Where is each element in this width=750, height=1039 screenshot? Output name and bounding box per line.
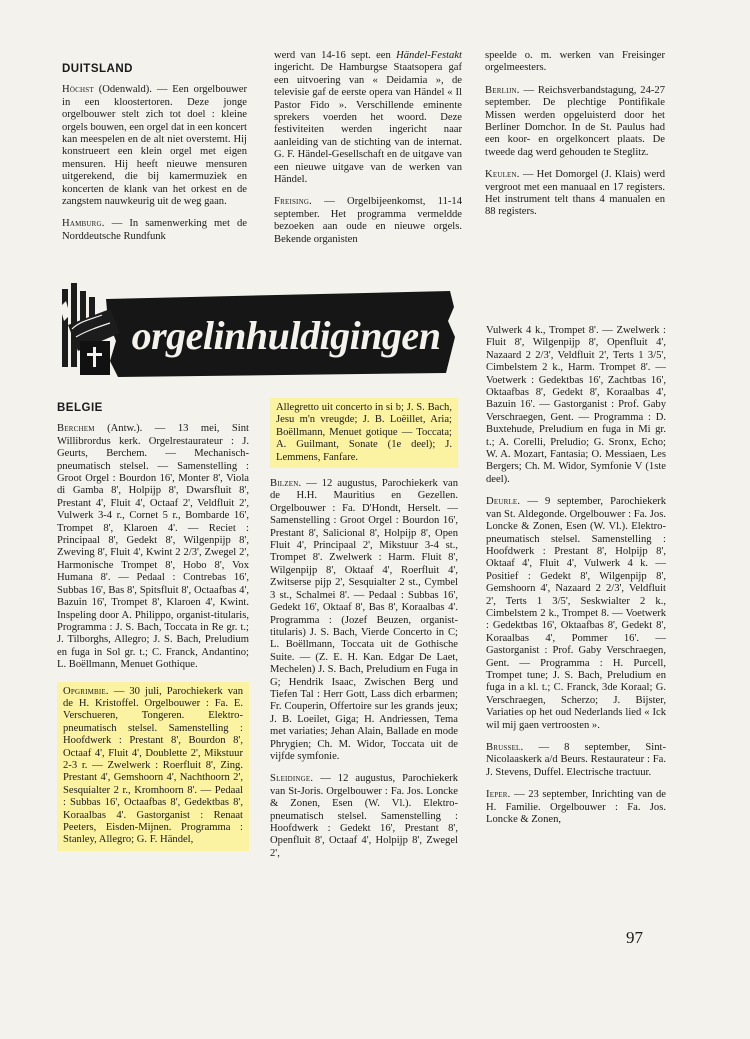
place-name: Deurle. bbox=[486, 496, 521, 508]
place-name: Brussel. bbox=[486, 742, 524, 753]
article-sleidinge-continued: Vulwerk 4 k., Trompet 8'. — Zwelwerk : Fluit 8', Wilgenpijp 8', Openfluit 4', Nazaard 2 2/3', Veldfluit 2', Terts 1 3/5', Cimbelstem 2 k., Harm. Trompet 8'. — Voetwerk : Gedektbas 16', Zachtbas 16', Oktaafbas 8', Gedekt 8', Koraalbas 4', Bazuin 16'. — Gastorganist : Prof. Gaby Verschraegen, Gent. — Programma : D. Buxtehude, Preludium en fuga in Mi gr. t.; A. Corelli, Preludio; G. Sronx, Echo; W. A. Mozart, Fantasia; O. Messiaen, Les Bergers; Ch. M. Widor, Symfonie V (1ste deel). bbox=[486, 325, 666, 485]
article-text: (Odenwald). — Een orgelbouwer in een kloostertoren. Deze jonge orgelbouwer stelt zich tot doel : kleine orgels bouwen, een orgel dat in een koncert kan meespelen en de alt niet overstemt. Hij konstrueert een klein orgel met eigen mensuren. Hij heeft nieuwe mensuren uitgerekend, die bij kamermuziek en koncerten de klank van het orkest en de zangstem nauwkeurig uit de weg gaan. bbox=[62, 84, 247, 208]
place-name: Freising. bbox=[274, 196, 312, 208]
article-berlijn bbox=[485, 85, 665, 159]
page-number: 97 bbox=[626, 928, 643, 947]
bottom-column-3 bbox=[486, 325, 666, 836]
article-hamburg-continued bbox=[274, 50, 462, 186]
bottom-column-1 bbox=[57, 402, 249, 861]
article-text: — 12 augustus, Parochiekerk van de H.H. Mauritius en Gezellen. Orgelbouwer : Fa. D'Hondt, Herselt. — Samenstelling : Groot Orgel : Bourdon 16', Prestant 8', Salicional 8', Holpijp 8', Open Fluit 4', Principaal 2', Mikstuur 3-4 st., Trompet 8'. Zwelwerk : Harm. Fluit 8', Wilgenpijp 8', Oktaaf 4', Roerfluit 4', Zwitserse pijp 2', Sesquialter 2 st., Cymbel 3 st., Schalmei 8'. — Pedaal : Subbas 16', Gedekt 16', Oktaaf 8', Bas 8', Koraalbas 4'. Programma : (Jozef Beuzen, organist-titularis) J. S. Bach, Vierde Concerto in C; L. Boëllmann, Toccata uit de Gothische Suite. — (Z. E. H. Kan. Edgar De Laet, Mechelen) J. S. Bach, Preludium en Fuga in G; Hendrik Isaac, Zwischen Berg und Tiefen Tal : Herr Gott, Lass dich erbarmen; Fr. Couperin, Offertoire sur les grands jeux; J. B. Loeilet, Giga; H. Andriessen, Tema met variaties; Jehan Alain, Ballade en mode Phrygien; Ch. M. Widor, Toccata uit de vijfde symfonie. bbox=[270, 478, 458, 762]
place-name: Ieper. bbox=[486, 789, 511, 801]
place-name: Berchem bbox=[57, 423, 95, 435]
article-text: (Antw.). — 13 mei, Sint Willibrordus kerk. Orgelrestaurateur : J. Geurts, Berchem. — Mechanisch-pneumatisch stelsel. — Samenstelling : Groot Orgel : Bourdon 16', Monter 8', Viola di Gamba 8', Holpijp 8', Dwarsfluit 8', Prestant 4', Fluit 4', Octaaf 2', Veldfluit 2', Vulwerk 3-4 r., Cornet 5 r., Bombarde 16', Trompet 8', Klaroen 4'. — Reciet : Principaal 8', Gedekt 8', Wilgenpijp 8', Zweving 8', Fluit 4', Kwint 2 2/3', Zwegel 2', Harmonische Trompet 8', Hobo 8', Vox Humana 8'. — Pedaal : Contrebas 16', Subbas 16', Bas 8', Spitsfluit 8', Octaafbas 4', Bazuin 16', Trompet 8', Klaroen 4', Kwint. Inspeling door A. Philippo, organist-titularis, Programma : J. S. Bach, Toccata in Re gr. t.; J. Tilborghs, Allegro; J. S. Bach, Preludium en fuga in Sol gr. t.; C. Franck, Andantino; L. Boëllmann, Menuet Gothique. bbox=[57, 423, 249, 671]
banner-graphic bbox=[58, 281, 456, 381]
article-text: — 23 september, Inrichting van de H. Familie. Orgelbouwer : Fa. Jos. Loncke & Zonen, bbox=[486, 789, 666, 826]
article-hamburg bbox=[62, 218, 247, 243]
article-sleidinge bbox=[270, 773, 458, 860]
article-deurle bbox=[486, 496, 666, 732]
orgelinhuldigingen-banner bbox=[58, 281, 456, 381]
place-name: Sleidinge. bbox=[270, 773, 314, 785]
article-text: — 30 juli, Parochiekerk van de H. Kristoffel. Orgelbouwer : Fa. E. Verschueren, Tongeren. Elektro-pneumatisch stelsel. Samenstelling : Hoofdwerk : Prestant 8', Bourdon 8', Octaaf 4', Fluit 4', Doublette 2', Mikstuur 2-3 r. — Zwelwerk : Roerfluit 8', Zing. Prestant 4', Gemshoorn 4', Nachthoorn 2', Sesquialter 2 r., Kromhoorn 8'. — Pedaal : Subbas 16', Octaafbas 8', Gedektbas 8', Koraalbas 4'. Gastorganist : Renaat Peeters, Eisden-Mijnen. Programma : Stanley, Allegro; G. F. Händel, bbox=[63, 685, 243, 846]
article-brussel bbox=[486, 742, 666, 779]
top-column-1 bbox=[62, 63, 247, 253]
top-column-2 bbox=[274, 50, 462, 256]
banner-title: orgelinhuldigingen bbox=[131, 313, 441, 358]
bottom-column-2 bbox=[270, 398, 458, 870]
article-text: — 8 september, Sint-Nicolaaskerk a/d Beurs. Restaurateur : Fa. J. Stevens, Duffel. Electrische tractuur. bbox=[486, 742, 666, 778]
place-name: Höchst bbox=[62, 84, 94, 96]
top-column-3 bbox=[485, 50, 665, 229]
article-freising bbox=[274, 196, 462, 246]
article-bilzen bbox=[270, 478, 458, 763]
section-heading-belgie: BELGIE bbox=[57, 402, 103, 414]
article-text: — In samenwerking met de Norddeutsche Rundfunk bbox=[62, 218, 247, 242]
place-name: Berlijn. bbox=[485, 84, 520, 96]
article-ieper bbox=[486, 789, 666, 826]
section-heading-duitsland: DUITSLAND bbox=[62, 63, 133, 75]
article-text: — 9 september, Parochiekerk van St. Aldegonde. Orgelbouwer : Fa. Jos. Loncke & Zonen, Esen (W. Vl.). Elektro-pneumatisch stelsel. Samenstelling : Hoofdwerk : Prestant 8', Holpijp 8', Oktaaf 4', Fluit 4', Vulwerk 4 k. — Positief : Gedekt 8', Wilgenpijp 8', Gemshoorn 4', Nazaard 2 2/3', Veldfluit 2', Terts 1 3/5', Seskwialter 2 k., Cimbelstem 2 k., Trompet 8. — Voetwerk : Gedektbas 16', Oktaafbas 8', Gedekt 8', Koraalbas 4', Pommer 16'. — Gastorganist : Prof. Gaby Verschraegen, Gent. — Programma : H. Purcell, Trompet tune; J. S. Bach, Preludium en fuga in a kl. t.; C. Franck, 3de Koraal; G. Verschraegen, Scherzo; J. Bijster, Variaties op het oud Nederlands lied « Ick wil mij gaen vertroosten ». bbox=[486, 496, 666, 731]
article-text: — Reichsverbandstagung, 24-27 september. De plechtige Pontifikale Missen werden opgeluisterd door het Berliner Domchor. In de St. Paulus had een koor- en orgelkoncert plaats. De tweede dag werd gehouden te Steglitz. bbox=[485, 84, 665, 158]
place-name: Opgrimbie. bbox=[63, 685, 109, 697]
article-text: — 12 augustus, Parochiekerk van St-Joris. Orgelbouwer : Fa. Jos. Loncke & Zonen, Esen (W. Vl.). Elektro-pneumatisch stelsel. Samenstelling : Hoofdwerk : Gedekt 16', Prestant 8', Openfluit 8', Octaaf 4', Holpijp 8', Zwegel 2', bbox=[270, 773, 458, 859]
article-text: ingericht. De Hamburgse Staatsopera gaf een uitvoering van « Deidamia », de televisie gaf de eerste opera van Händel « Il Pastor Fido ». Verschillende eminente sprekers voerden het woord. Deze festiviteiten werden ingericht naar aanleiding van de stichting van de internat. G. F. Händel-Gesellschaft en de uitgave van een nieuwe uitgave van de werken van Händel. bbox=[274, 62, 462, 186]
article-berchem bbox=[57, 423, 249, 671]
article-text: werd van 14-16 sept. een bbox=[274, 50, 397, 61]
article-keulen bbox=[485, 169, 665, 219]
place-name: Keulen. bbox=[485, 169, 520, 181]
article-text: — Het Domorgel (J. Klais) werd vergroot met een manuaal en 17 registers. Het instrument telt thans 4 manualen en 88 registers. bbox=[485, 169, 665, 218]
article-hochst bbox=[62, 84, 247, 208]
article-opgrimbie-continued: Allegretto uit concerto in si b; J. S. Bach, Jesu m'n vreugde; J. B. Loëillet, Aria; Boëllmann, Menuet gotique — Toccata; A. Guilmant, Sonate (1e deel); J. Lemmens, Fanfare. bbox=[270, 398, 458, 468]
article-freising-continued: speelde o. m. werken van Freisinger orgelmeesters. bbox=[485, 50, 665, 74]
article-opgrimbie bbox=[57, 682, 249, 851]
article-italic: Händel-Festakt bbox=[396, 50, 462, 61]
article-text: — Orgelbijeenkomst, 11-14 september. Het programma vermeldde bezoeken aan oude en nieuwe orgels. Bekende organisten bbox=[274, 196, 462, 245]
place-name: Hamburg. bbox=[62, 218, 105, 230]
place-name: Bilzen. bbox=[270, 478, 302, 490]
